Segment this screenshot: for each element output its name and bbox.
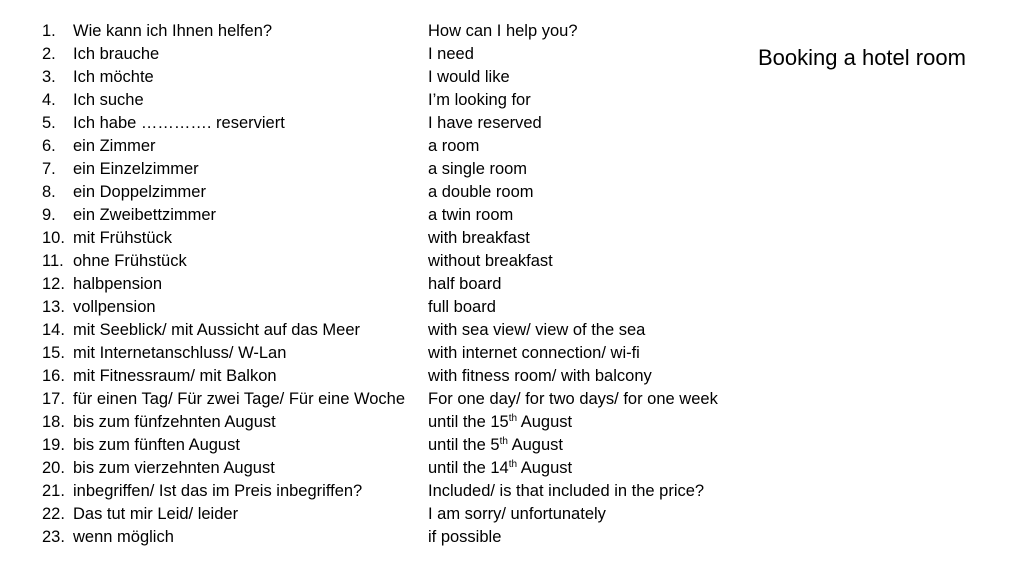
english-translation: For one day/ for two days/ for one week — [428, 390, 718, 408]
english-translation: Included/ is that included in the price? — [428, 482, 705, 500]
german-phrase: Ich brauche — [73, 45, 160, 63]
item-number: 21. — [42, 482, 65, 500]
english-translation — [428, 411, 572, 434]
german-phrase: ein Zweibettzimmer — [73, 206, 217, 224]
german-phrase: für einen Tag/ Für zwei Tage/ Für eine Woche — [73, 390, 406, 408]
german-phrase: Ich habe …………. reserviert — [73, 114, 285, 132]
english-translation: I’m looking for — [428, 91, 531, 109]
english-translation: a double room — [428, 183, 534, 201]
english-translation: with breakfast — [428, 229, 530, 247]
german-phrase: ein Zimmer — [73, 137, 156, 155]
item-number: 17. — [42, 390, 65, 408]
english-translation: I would like — [428, 68, 510, 86]
german-phrase: Ich suche — [73, 91, 144, 109]
ordinal-suffix: th — [508, 413, 518, 424]
ordinal-suffix: th — [508, 459, 518, 470]
translation-text: until the 15 — [428, 413, 509, 431]
item-number: 6. — [42, 137, 56, 155]
english-translation: I need — [428, 45, 474, 63]
english-translation: with internet connection/ wi-fi — [428, 344, 640, 362]
translation-text: August — [517, 459, 573, 477]
german-phrase: Wie kann ich Ihnen helfen? — [73, 22, 273, 40]
item-number: 16. — [42, 367, 65, 385]
english-translation: with fitness room/ with balcony — [428, 367, 652, 385]
german-phrase: mit Seeblick/ mit Aussicht auf das Meer — [73, 321, 361, 339]
item-number: 7. — [42, 160, 56, 178]
item-number: 13. — [42, 298, 65, 316]
translation-text: until the 14 — [428, 459, 509, 477]
german-phrase: Ich möchte — [73, 68, 154, 86]
item-number: 22. — [42, 505, 65, 523]
english-translation — [428, 457, 572, 480]
english-translation: half board — [428, 275, 502, 293]
page-title: Booking a hotel room — [758, 45, 966, 70]
german-phrase: ein Einzelzimmer — [73, 160, 199, 178]
english-translation: a twin room — [428, 206, 514, 224]
item-number: 12. — [42, 275, 65, 293]
item-number: 5. — [42, 114, 56, 132]
german-phrase: bis zum fünfzehnten August — [73, 413, 276, 431]
english-translation — [428, 434, 563, 457]
english-translation: if possible — [428, 528, 502, 546]
item-number: 20. — [42, 459, 65, 477]
translation-text: August — [517, 413, 573, 431]
english-translation: I am sorry/ unfortunately — [428, 505, 606, 523]
item-number: 1. — [42, 22, 56, 40]
german-phrase: Das tut mir Leid/ leider — [73, 505, 239, 523]
german-phrase: mit Fitnessraum/ mit Balkon — [73, 367, 277, 385]
german-phrase: vollpension — [73, 298, 156, 316]
german-phrase: mit Frühstück — [73, 229, 173, 247]
translation-text: August — [507, 436, 563, 454]
item-number: 3. — [42, 68, 56, 86]
german-phrase: wenn möglich — [73, 528, 174, 546]
english-translation: full board — [428, 298, 496, 316]
translation-text: until the 5 — [428, 436, 500, 454]
item-number: 4. — [42, 91, 56, 109]
english-translation: with sea view/ view of the sea — [428, 321, 646, 339]
item-number: 15. — [42, 344, 65, 362]
german-phrase: bis zum vierzehnten August — [73, 459, 275, 477]
item-number: 18. — [42, 413, 65, 431]
item-number: 11. — [42, 252, 64, 270]
german-phrase: bis zum fünften August — [73, 436, 240, 454]
item-number: 2. — [42, 45, 56, 63]
ordinal-suffix: th — [499, 436, 508, 447]
german-phrase: ohne Frühstück — [73, 252, 187, 270]
english-translation: How can I help you? — [428, 22, 578, 40]
german-phrase: mit Internetanschluss/ W-Lan — [73, 344, 287, 362]
english-translation: without breakfast — [428, 252, 553, 270]
item-number: 8. — [42, 183, 56, 201]
item-number: 10. — [42, 229, 65, 247]
english-translation: a room — [428, 137, 480, 155]
item-number: 14. — [42, 321, 65, 339]
item-number: 23. — [42, 528, 65, 546]
english-translation: a single room — [428, 160, 528, 178]
german-phrase: ein Doppelzimmer — [73, 183, 206, 201]
item-number: 19. — [42, 436, 65, 454]
german-phrase: halbpension — [73, 275, 162, 293]
german-phrase: inbegriffen/ Ist das im Preis inbegriffen? — [73, 482, 363, 500]
english-translation: I have reserved — [428, 114, 542, 132]
item-number: 9. — [42, 206, 56, 224]
